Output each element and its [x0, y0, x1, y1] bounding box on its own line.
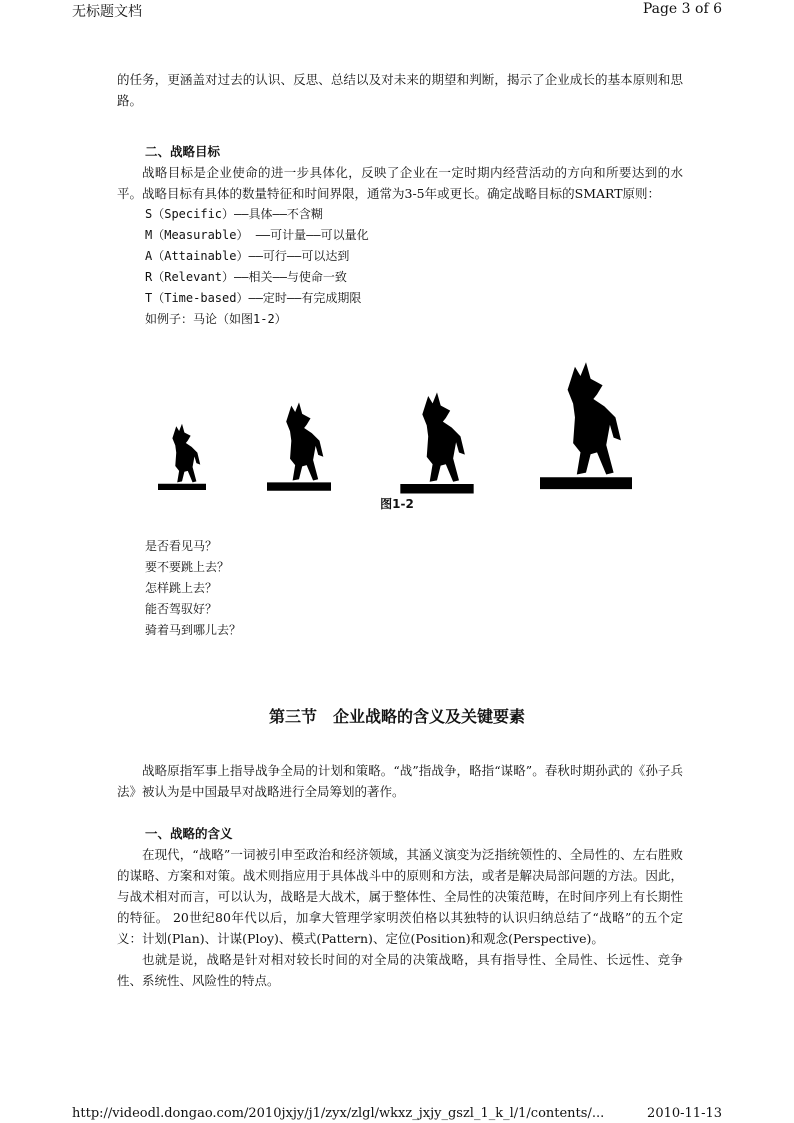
smart-item-m: M（Measurable） ——可计量——可以量化 — [145, 228, 369, 242]
horse-icon-medium-large — [396, 385, 478, 495]
horse-icon-small — [158, 418, 206, 492]
print-date: 2010-11-13 — [647, 1106, 722, 1121]
intro-paragraph — [117, 69, 683, 111]
section-strategy-meaning — [117, 760, 683, 991]
strategy-meaning-paragraph: 在现代，“战略”一词被引申至政治和经济领域，其涵义演变为泛指统领性的、全局性的、左右胜败的谋略、方案和对策。战术则指应用于具体战斗中的原则和方法，或者是解决局部问题的方法。因此，与战术相对而言，可以认为，战略是大战术，属于整体性、全局性的决策范畴，在时间序列上有长期性的特征。 20世纪80年代以后，加拿大管理学家明茨伯格以其独特的认识归纳总结了“战略”的五个定义：计划(Plan)、计谋(Ploy)、模式(Pattern)、定位(Position)和观念(Perspective)。 — [117, 847, 683, 946]
document-title: 无标题文档 — [72, 4, 142, 20]
section-title: 第三节 企业战略的含义及关键要素 — [268, 707, 525, 726]
smart-item-t: T（Time-based）——定时——有完成期限 — [145, 291, 362, 305]
horse-icon-large — [538, 353, 634, 491]
strategy-origin-paragraph: 战略原指军事上指导战争全局的计划和策略。“战”指战争，略指“谋略”。春秋时期孙武的《孙子兵法》被认为是中国最早对战略进行全局筹划的著作。 — [117, 763, 683, 799]
smart-item-a: A（Attainable）——可行——可以达到 — [145, 249, 350, 263]
smart-item-r: R（Relevant）——相关——与使命一致 — [145, 270, 347, 284]
question-item: 是否看见马？ — [145, 539, 218, 553]
strategic-goals-paragraph: 战略目标是企业使命的进一步具体化，反映了企业在一定时期内经营活动的方向和所要达到的水平。战略目标有具体的数量特征和时间界限，通常为3-5年或更长。确定战略目标的SMART原则： — [117, 165, 683, 201]
page-indicator: Page 3 of 6 — [642, 1, 722, 17]
section-strategic-goals — [117, 141, 683, 330]
source-url: http://videodl.dongao.com/2010jxjy/j1/zyx/zlgl/wkxz_jxjy_gszl_1_k_l/1/contents/... — [72, 1106, 605, 1121]
question-item: 怎样跳上去？ — [145, 581, 218, 595]
example-line: 如例子：马论（如图1-2） — [145, 312, 287, 326]
question-item: 骑着马到哪儿去？ — [145, 623, 242, 637]
strategy-summary-paragraph: 也就是说，战略是针对相对较长时间的对全局的决策战略，具有指导性、全局性、长远性、竞争性、系统性、风险性的特点。 — [117, 952, 683, 988]
question-item: 要不要跳上去？ — [145, 560, 230, 574]
question-list — [117, 536, 683, 641]
intro-text: 的任务，更涵盖对过去的认识、反思、总结以及对未来的期望和判断，揭示了企业成长的基本原则和思路。 — [117, 72, 683, 108]
heading-strategy-meaning: 一、战略的含义 — [145, 826, 233, 841]
smart-item-s: S（Specific）——具体——不含糊 — [145, 207, 323, 221]
question-item: 能否驾驭好？ — [145, 602, 218, 616]
figure-caption: 图1-2 — [380, 497, 414, 511]
horse-icon-medium-small — [265, 396, 333, 492]
heading-strategic-goals: 二、战略目标 — [145, 144, 221, 159]
